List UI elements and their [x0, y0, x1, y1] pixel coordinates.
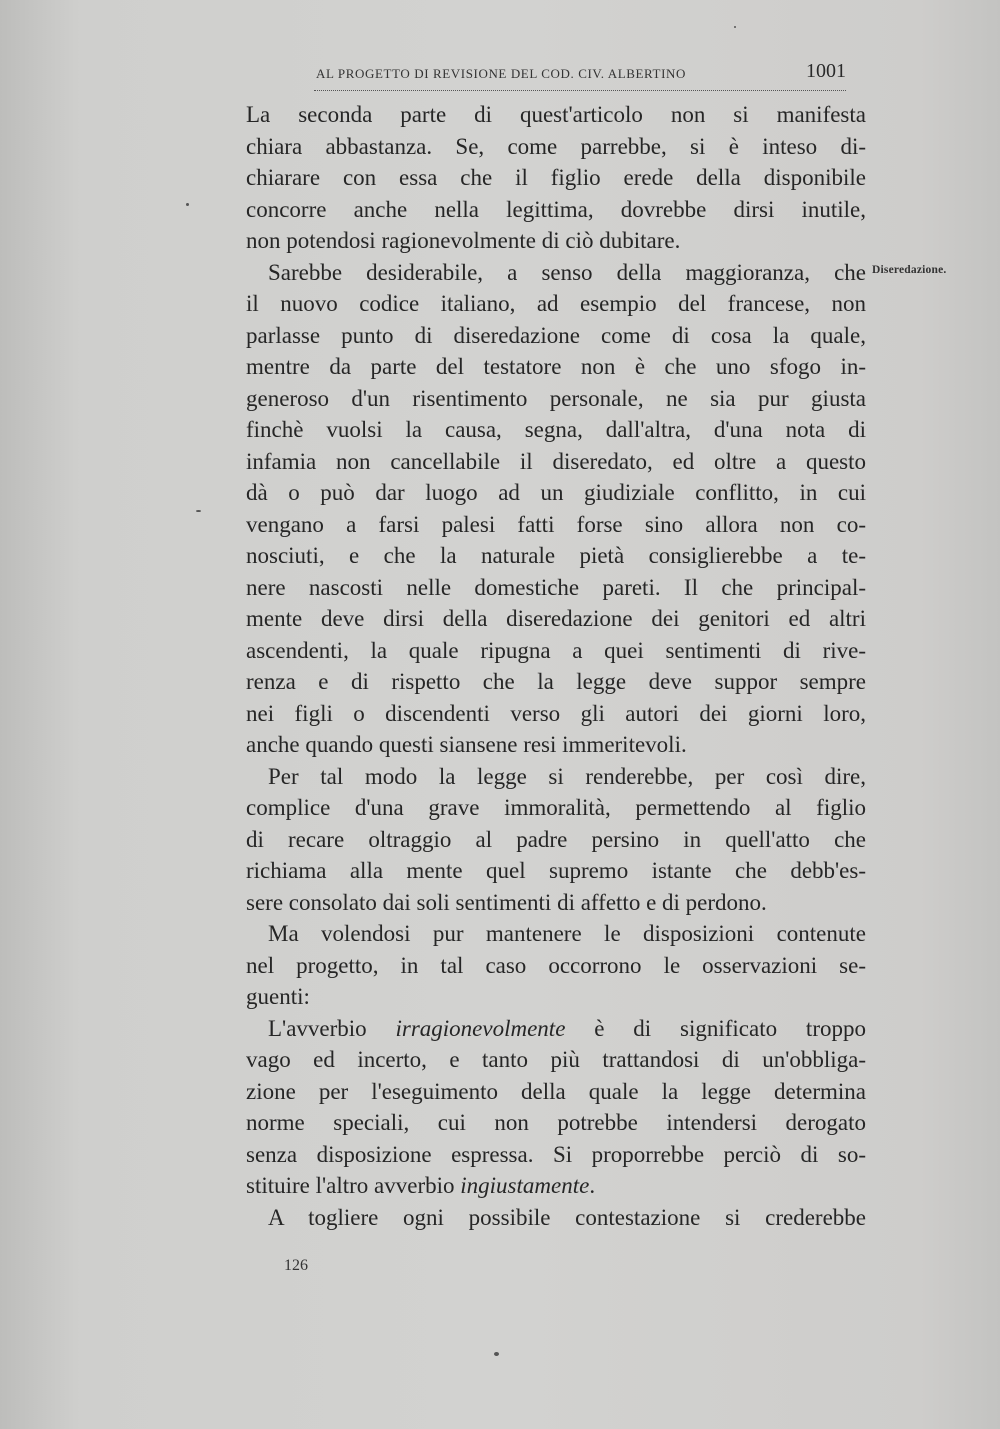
text-segment: L'avverbio — [268, 1015, 396, 1041]
body-text — [246, 99, 866, 1233]
paper-speck — [734, 26, 736, 28]
text-line: di recare oltraggio al padre persino in quell'atto che — [246, 826, 866, 852]
paper-speck — [196, 510, 201, 512]
text-line: non potendosi ragionevolmente di ciò dubitare. — [246, 228, 681, 253]
text-line: chiarare con essa che il figlio erede della disponibile — [246, 165, 866, 190]
text-line: nosciuti, e che la naturale pietà consiglierebbe a te- — [246, 543, 866, 568]
text-segment: . — [589, 1173, 596, 1198]
text-line: concorre anche nella legittima, dovrebbe dirsi inutile, — [246, 196, 866, 222]
text-line: vengano a farsi palesi fatti forse sino allora non co- — [246, 511, 866, 537]
text-line: zione per l'eseguimento della quale la legge determina — [246, 1078, 866, 1104]
text-line: richiama alla mente quel supremo istante che debb'es- — [246, 858, 866, 883]
text-line: infamia non cancellabile il diseredato, ed oltre a questo — [246, 448, 866, 474]
text-line: parlasse punto di diseredazione come di cosa la quale, — [246, 322, 866, 348]
text-line: il nuovo codice italiano, ad esempio del francese, non — [246, 291, 866, 316]
text-line — [246, 1013, 866, 1045]
text-line: A togliere ogni possibile contestazione si crederebbe — [268, 1204, 866, 1230]
text-line: anche quando questi siansene resi immeritevoli. — [246, 732, 687, 757]
text-line: nel progetto, in tal caso occorrono le osservazioni se- — [246, 952, 866, 978]
text-line: mentre da parte del testatore non è che uno sfogo in- — [246, 354, 866, 379]
text-line: nei figli o discendenti verso gli autori dei giorni loro, — [246, 700, 866, 726]
text-line: sere consolato dai soli sentimenti di affetto e di perdono. — [246, 889, 767, 915]
text-segment: stituire l'altro avverbio — [246, 1173, 461, 1198]
text-segment: è di significato troppo — [565, 1015, 866, 1041]
text-line: Per tal modo la legge si renderebbe, per così dire, — [268, 763, 866, 789]
text-line: norme speciali, cui non potrebbe intendersi derogato — [246, 1110, 866, 1135]
text-line: vago ed incerto, e tanto più trattandosi di un'obbliga- — [246, 1047, 866, 1072]
signature-mark: 126 — [284, 1257, 308, 1274]
text-line: ascendenti, la quale ripugna a quei sentimenti di rive- — [246, 637, 866, 663]
text-line: mente deve dirsi della diseredazione dei genitori ed altri — [246, 606, 866, 631]
text-line: Sarebbe desiderabile, a senso della maggioranza, che — [268, 259, 866, 285]
text-line: nere nascosti nelle domestiche pareti. Il che principal- — [246, 574, 866, 600]
text-line: senza disposizione espressa. Si proporrebbe perciò di so- — [246, 1141, 866, 1167]
text-line: dà o può dar luogo ad un giudiziale conflitto, in cui — [246, 480, 866, 505]
text-line: chiara abbastanza. Se, come parrebbe, si è inteso di- — [246, 133, 866, 159]
italic-term: irragionevolmente — [395, 1015, 566, 1041]
paper-speck — [494, 1352, 499, 1356]
running-head: AL PROGETTO DI REVISIONE DEL COD. CIV. ALBERTINO — [316, 66, 686, 81]
text-line: Ma volendosi pur mantenere le disposizioni contenute — [268, 921, 866, 946]
text-line: La seconda parte di quest'articolo non si manifesta — [246, 102, 866, 127]
text-line: renza e di rispetto che la legge deve suppor sempre — [246, 669, 866, 694]
text-line: finchè vuolsi la causa, segna, dall'altra, d'una nota di — [246, 417, 866, 442]
margin-note: Diseredazione. — [872, 264, 947, 276]
page-number: 1001 — [806, 60, 846, 82]
text-line — [246, 1170, 866, 1202]
italic-term: ingiustamente — [460, 1173, 590, 1198]
text-line: guenti: — [246, 984, 310, 1009]
text-line: generoso d'un risentimento personale, ne sia pur giusta — [246, 385, 866, 411]
page-header — [314, 60, 846, 91]
paper-speck — [186, 203, 189, 206]
text-line: complice d'una grave immoralità, permettendo al figlio — [246, 795, 866, 820]
